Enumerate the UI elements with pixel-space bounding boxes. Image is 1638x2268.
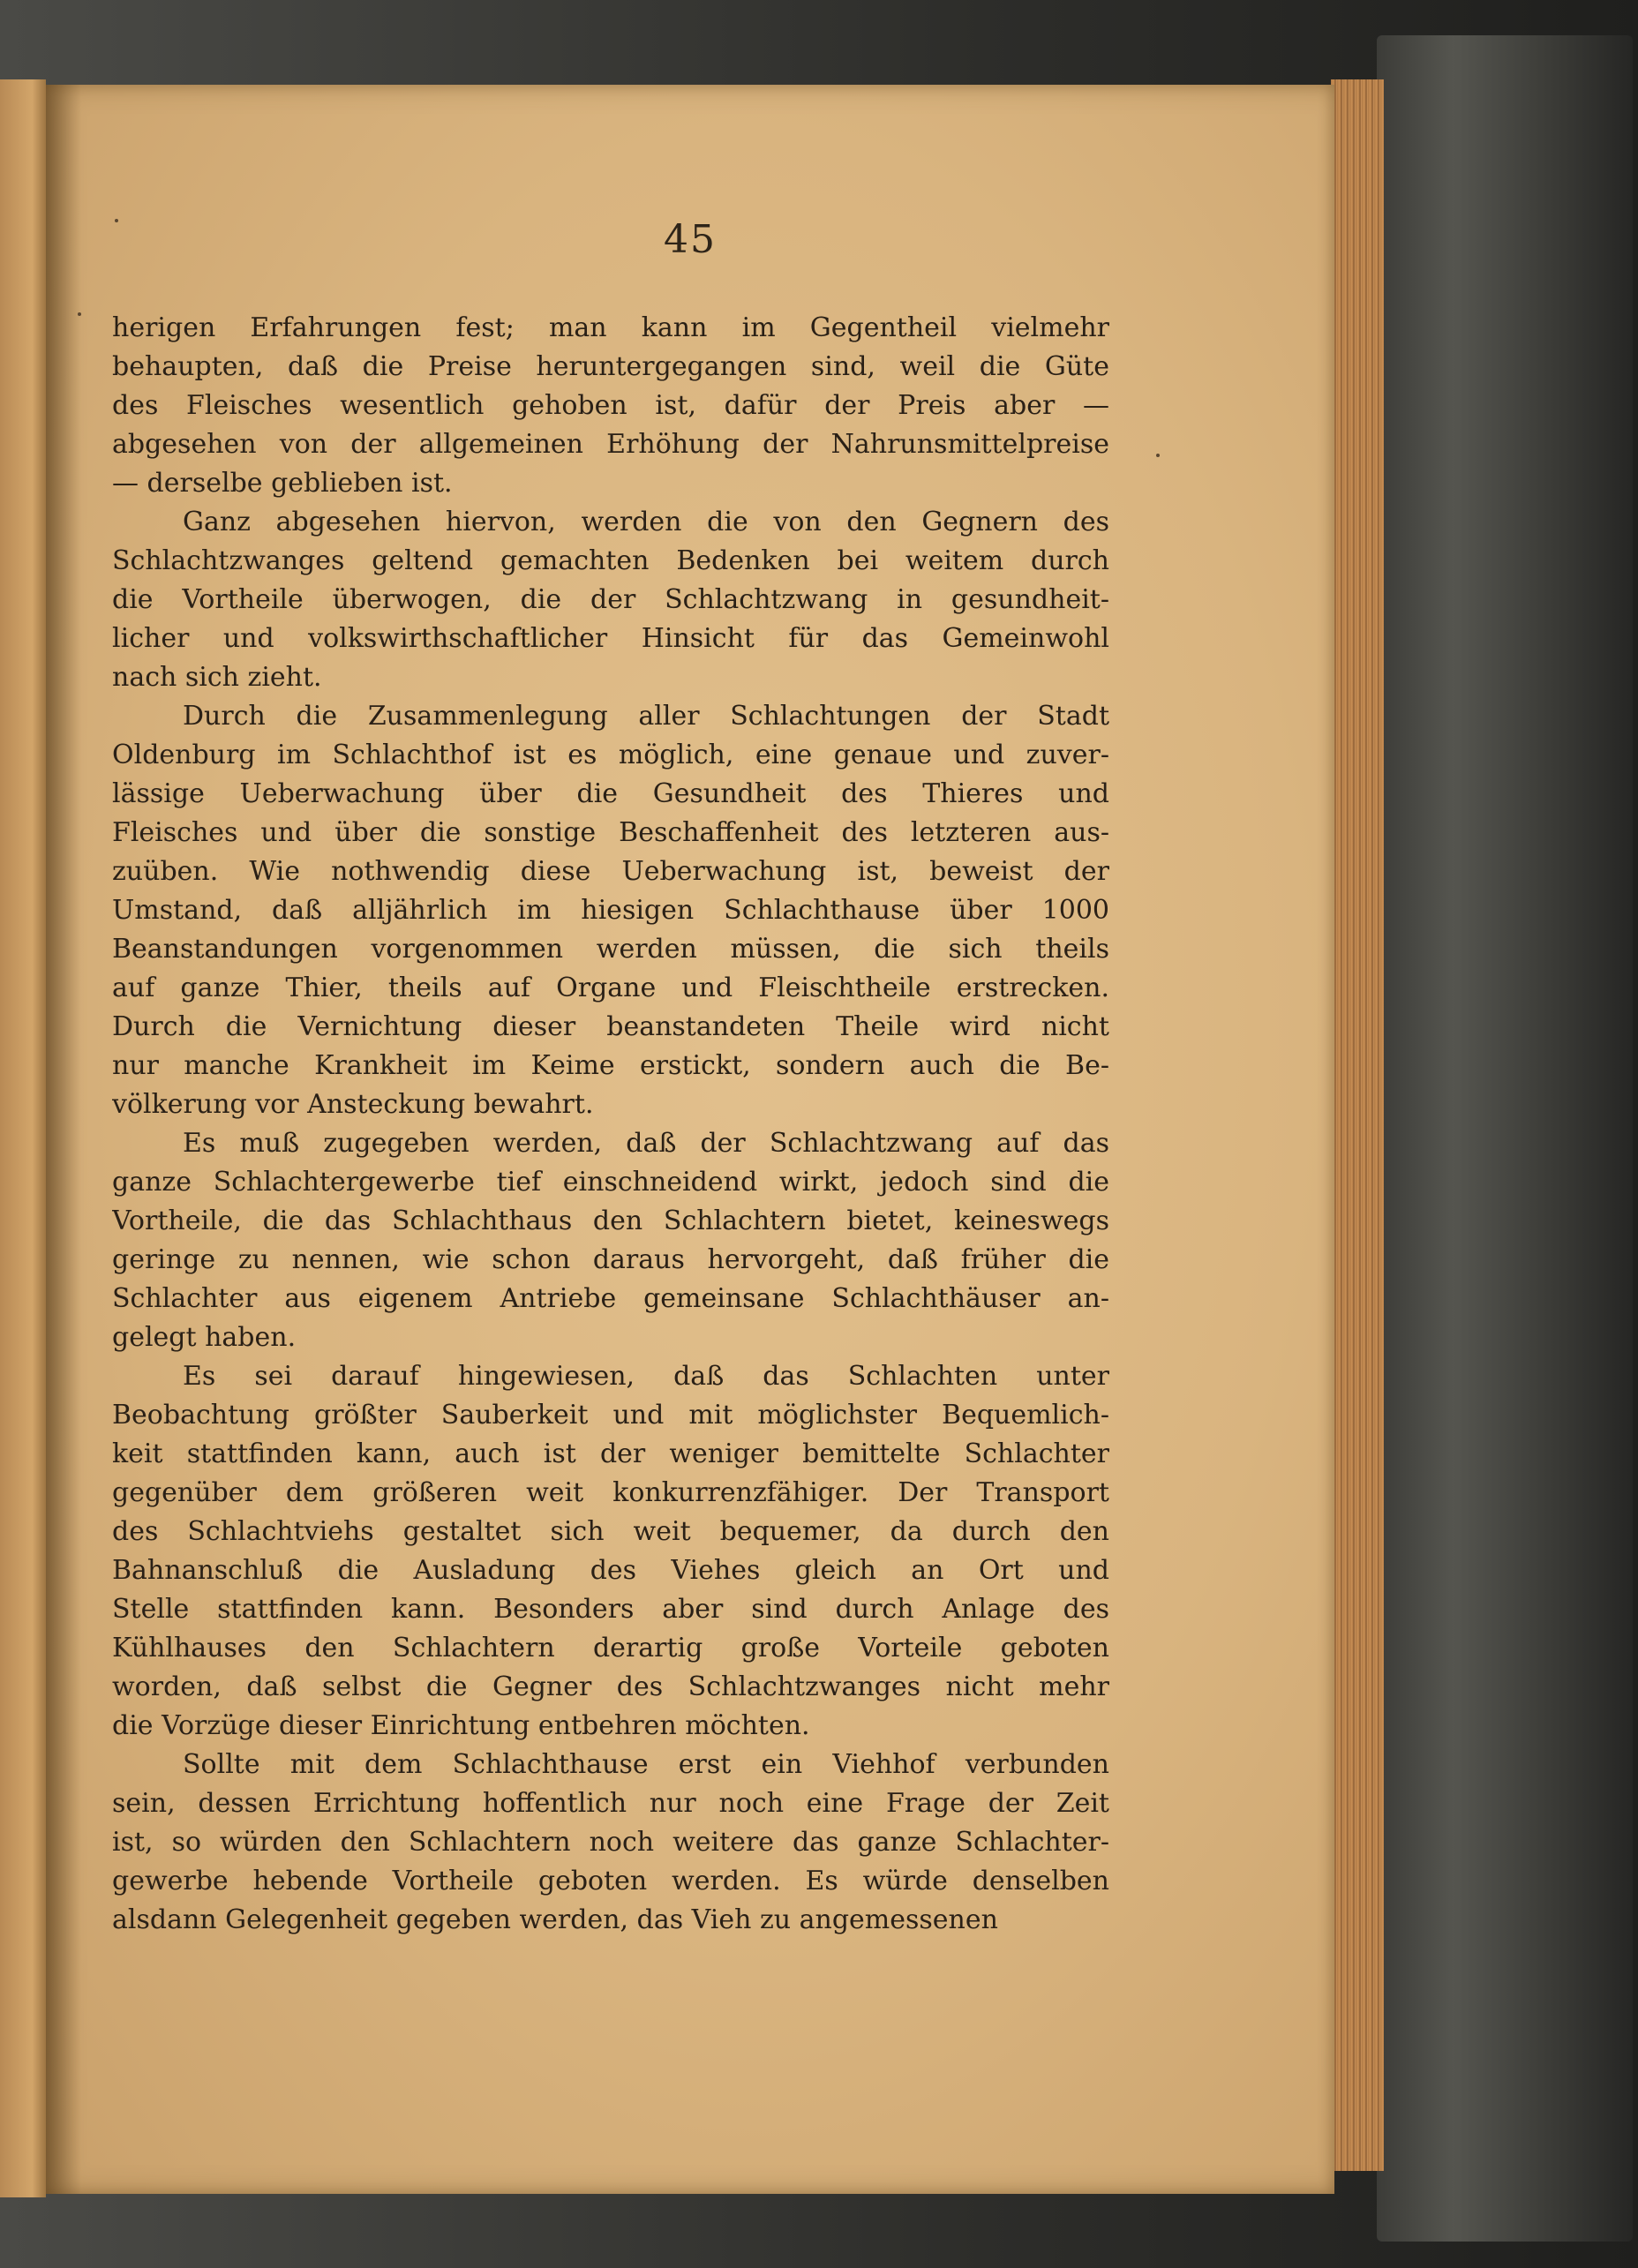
text-line: nach sich zieht. — [112, 662, 322, 693]
text-line: Beanstandungen vorgenommen werden müssen, die sich theils — [112, 934, 1109, 965]
text-line: gewerbe hebende Vortheile geboten werden. Es würde denselben — [112, 1866, 1109, 1896]
text-line: licher und volkswirthschaftlicher Hinsicht für das Gemeinwohl — [112, 623, 1109, 654]
text-line: Sollte mit dem Schlachthause erst ein Viehhof verbunden — [183, 1749, 1109, 1780]
text-line: Kühlhauses den Schlachtern derartig große Vorteile geboten — [112, 1633, 1109, 1663]
text-line: die Vorzüge dieser Einrichtung entbehren möchten. — [112, 1710, 810, 1741]
text-line: — derselbe geblieben ist. — [112, 468, 453, 499]
paragraph — [112, 697, 1109, 1124]
page-number: 45 — [664, 217, 717, 262]
text-line: nur manche Krankheit im Keime erstickt, sondern auch die Be- — [112, 1050, 1109, 1081]
text-line: Beobachtung größter Sauberkeit und mit möglichster Bequemlich- — [112, 1400, 1109, 1431]
text-line: Umstand, daß alljährlich im hiesigen Schlachthause über 1000 — [112, 895, 1109, 926]
gutter-shadow — [46, 85, 81, 2194]
text-line: Schlachtzwanges geltend gemachten Bedenken bei weitem durch — [112, 545, 1109, 576]
paragraph — [112, 503, 1109, 697]
paragraph — [112, 309, 1109, 503]
text-line: des Schlachtviehs gestaltet sich weit bequemer, da durch den — [112, 1516, 1109, 1547]
text-line: Es muß zugegeben werden, daß der Schlachtzwang auf das — [183, 1128, 1109, 1159]
text-line: Fleisches und über die sonstige Beschaffenheit des letzteren aus- — [112, 817, 1109, 848]
text-line: ist, so würden den Schlachtern noch weitere das ganze Schlachter- — [112, 1827, 1109, 1858]
text-line: worden, daß selbst die Gegner des Schlachtzwanges nicht mehr — [112, 1671, 1109, 1702]
body-text — [112, 309, 1109, 1940]
text-line: Ganz abgesehen hiervon, werden die von den Gegnern des — [183, 507, 1109, 537]
text-line: Durch die Vernichtung dieser beanstandeten Theile wird nicht — [112, 1011, 1109, 1042]
paragraph — [112, 1124, 1109, 1357]
text-line: auf ganze Thier, theils auf Organe und Fleischtheile erstrecken. — [112, 973, 1109, 1003]
text-line: gelegt haben. — [112, 1322, 297, 1353]
text-line: abgesehen von der allgemeinen Erhöhung der Nahrunsmittelpreise — [112, 429, 1109, 460]
text-line: Vortheile, die das Schlachthaus den Schlachtern bietet, keineswegs — [112, 1205, 1109, 1236]
paragraph — [112, 1357, 1109, 1746]
text-line: die Vortheile überwogen, die der Schlachtzwang in gesundheit- — [112, 584, 1109, 615]
book-back-cover — [1377, 35, 1633, 2242]
paragraph — [112, 1746, 1109, 1940]
text-line: lässige Ueberwachung über die Gesundheit des Thieres und — [112, 778, 1109, 809]
text-line: Oldenburg im Schlachthof ist es möglich, eine genaue und zuver- — [112, 740, 1109, 770]
text-line: Bahnanschluß die Ausladung des Viehes gleich an Ort und — [112, 1555, 1109, 1586]
text-line: geringe zu nennen, wie schon daraus hervorgeht, daß früher die — [112, 1244, 1109, 1275]
text-line: Stelle stattfinden kann. Besonders aber sind durch Anlage des — [112, 1594, 1109, 1625]
text-line: völkerung vor Ansteckung bewahrt. — [112, 1089, 594, 1120]
text-line: behaupten, daß die Preise heruntergegangen sind, weil die Güte — [112, 351, 1109, 382]
text-line: sein, dessen Errichtung hoffentlich nur noch eine Frage der Zeit — [112, 1788, 1109, 1819]
page-edges — [1331, 79, 1384, 2171]
book-page — [46, 85, 1334, 2194]
text-line: gegenüber dem größeren weit konkurrenzfähiger. Der Transport — [112, 1477, 1109, 1508]
text-line: alsdann Gelegenheit gegeben werden, das Vieh zu angemessenen — [112, 1904, 998, 1935]
text-line: Es sei darauf hingewiesen, daß das Schlachten unter — [183, 1361, 1109, 1392]
text-line: ganze Schlachtergewerbe tief einschneidend wirkt, jedoch sind die — [112, 1167, 1109, 1198]
text-line: Schlachter aus eigenem Antriebe gemeinsane Schlachthäuser an- — [112, 1283, 1109, 1314]
text-line: keit stattfinden kann, auch ist der weniger bemittelte Schlachter — [112, 1438, 1109, 1469]
text-line: Durch die Zusammenlegung aller Schlachtungen der Stadt — [183, 701, 1109, 732]
paper-speck — [78, 312, 81, 316]
text-line: des Fleisches wesentlich gehoben ist, dafür der Preis aber — — [112, 390, 1109, 421]
text-line: herigen Erfahrungen fest; man kann im Gegentheil vielmehr — [112, 312, 1109, 343]
text-line: zuüben. Wie nothwendig diese Ueberwachung ist, beweist der — [112, 856, 1109, 887]
paper-speck — [1156, 454, 1160, 457]
facing-page-edge — [0, 79, 46, 2197]
